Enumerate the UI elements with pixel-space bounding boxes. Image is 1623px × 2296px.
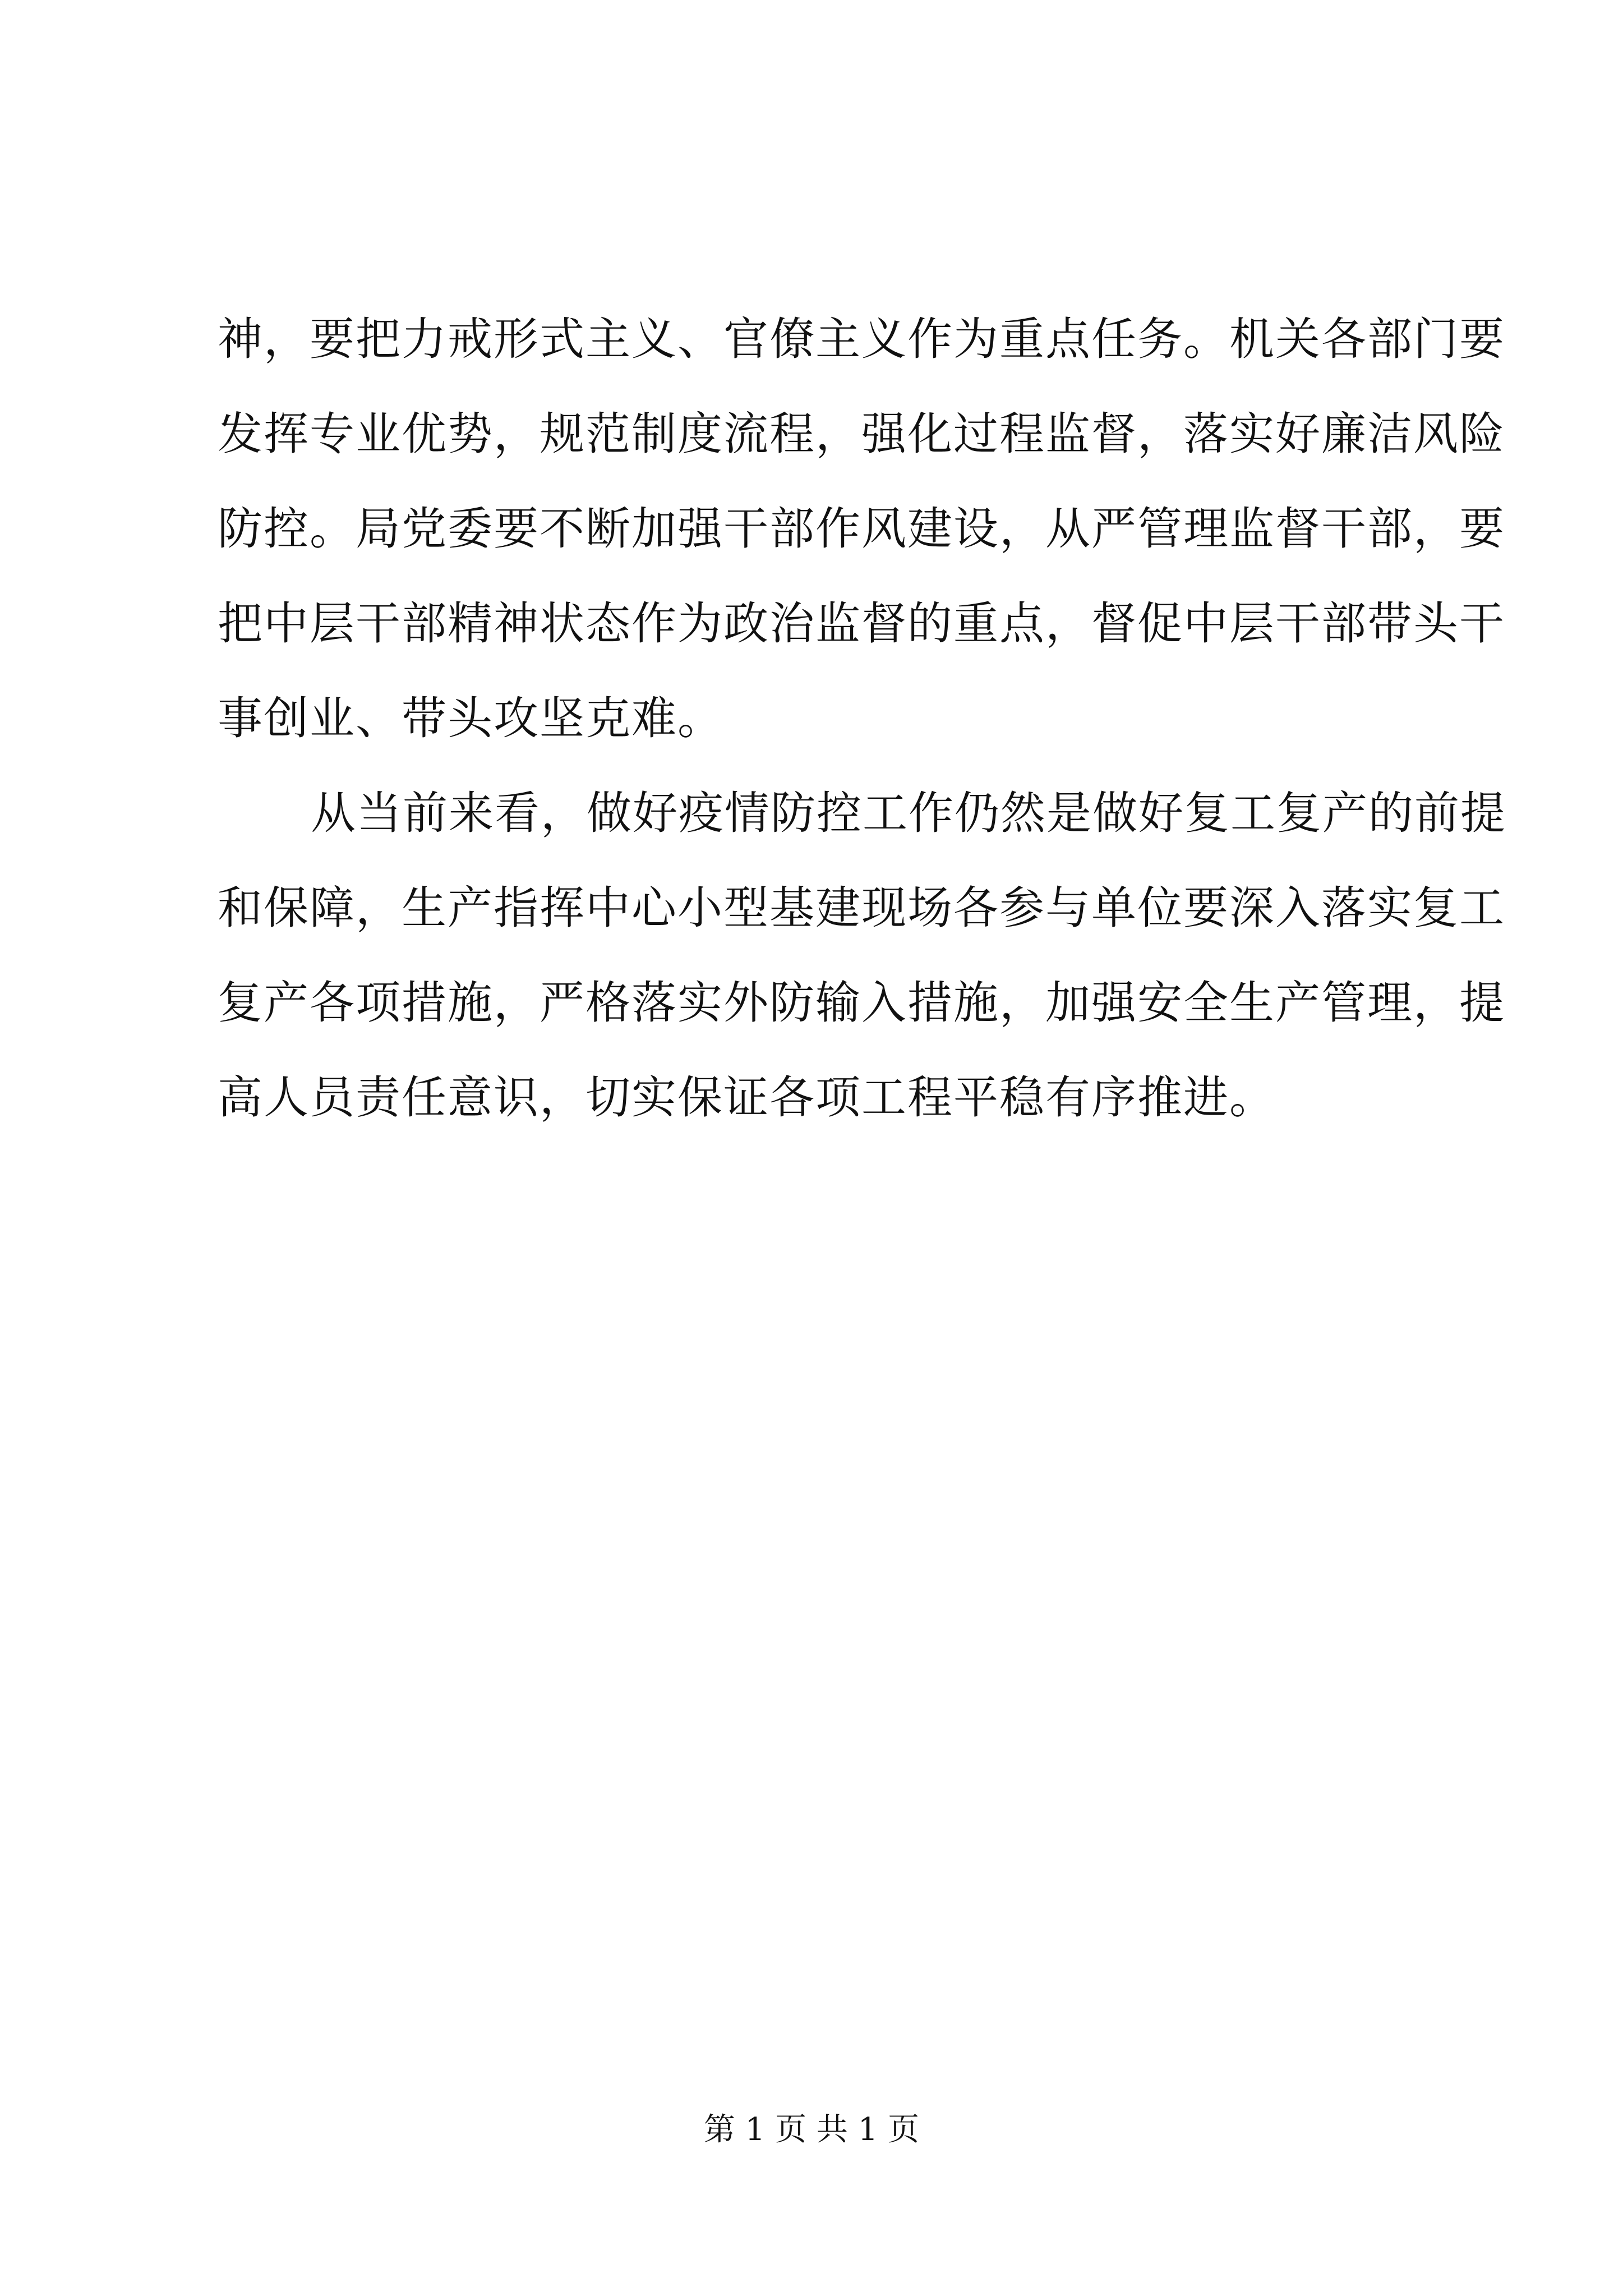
- text-line: 和保障，生产指挥中心小型基建现场各参与单位要深入落实复工: [218, 882, 1505, 934]
- text-line: 高人员责任意识，切实保证各项工程平稳有序推进。: [218, 1071, 1275, 1124]
- body-text: [218, 292, 1506, 1145]
- text-line: 神，要把力戒形式主义、官僚主义作为重点任务。机关各部门要: [218, 313, 1505, 365]
- text-line: 事创业、带头攻坚克难。: [218, 692, 723, 744]
- text-line: 复产各项措施，严格落实外防输入措施，加强安全生产管理，提: [218, 977, 1505, 1029]
- text-line: 发挥专业优势，规范制度流程，强化过程监督，落实好廉洁风险: [218, 408, 1505, 460]
- page-footer: 第 1 页 共 1 页: [703, 2111, 920, 2148]
- paragraph: [218, 766, 1506, 1145]
- text-line: 从当前来看，做好疫情防控工作仍然是做好复工复产的前提: [311, 787, 1506, 839]
- text-line: 把中层干部精神状态作为政治监督的重点，督促中层干部带头干: [218, 597, 1505, 650]
- paragraph: [218, 292, 1505, 766]
- text-line: 防控。局党委要不断加强干部作风建设，从严管理监督干部，要: [218, 503, 1505, 555]
